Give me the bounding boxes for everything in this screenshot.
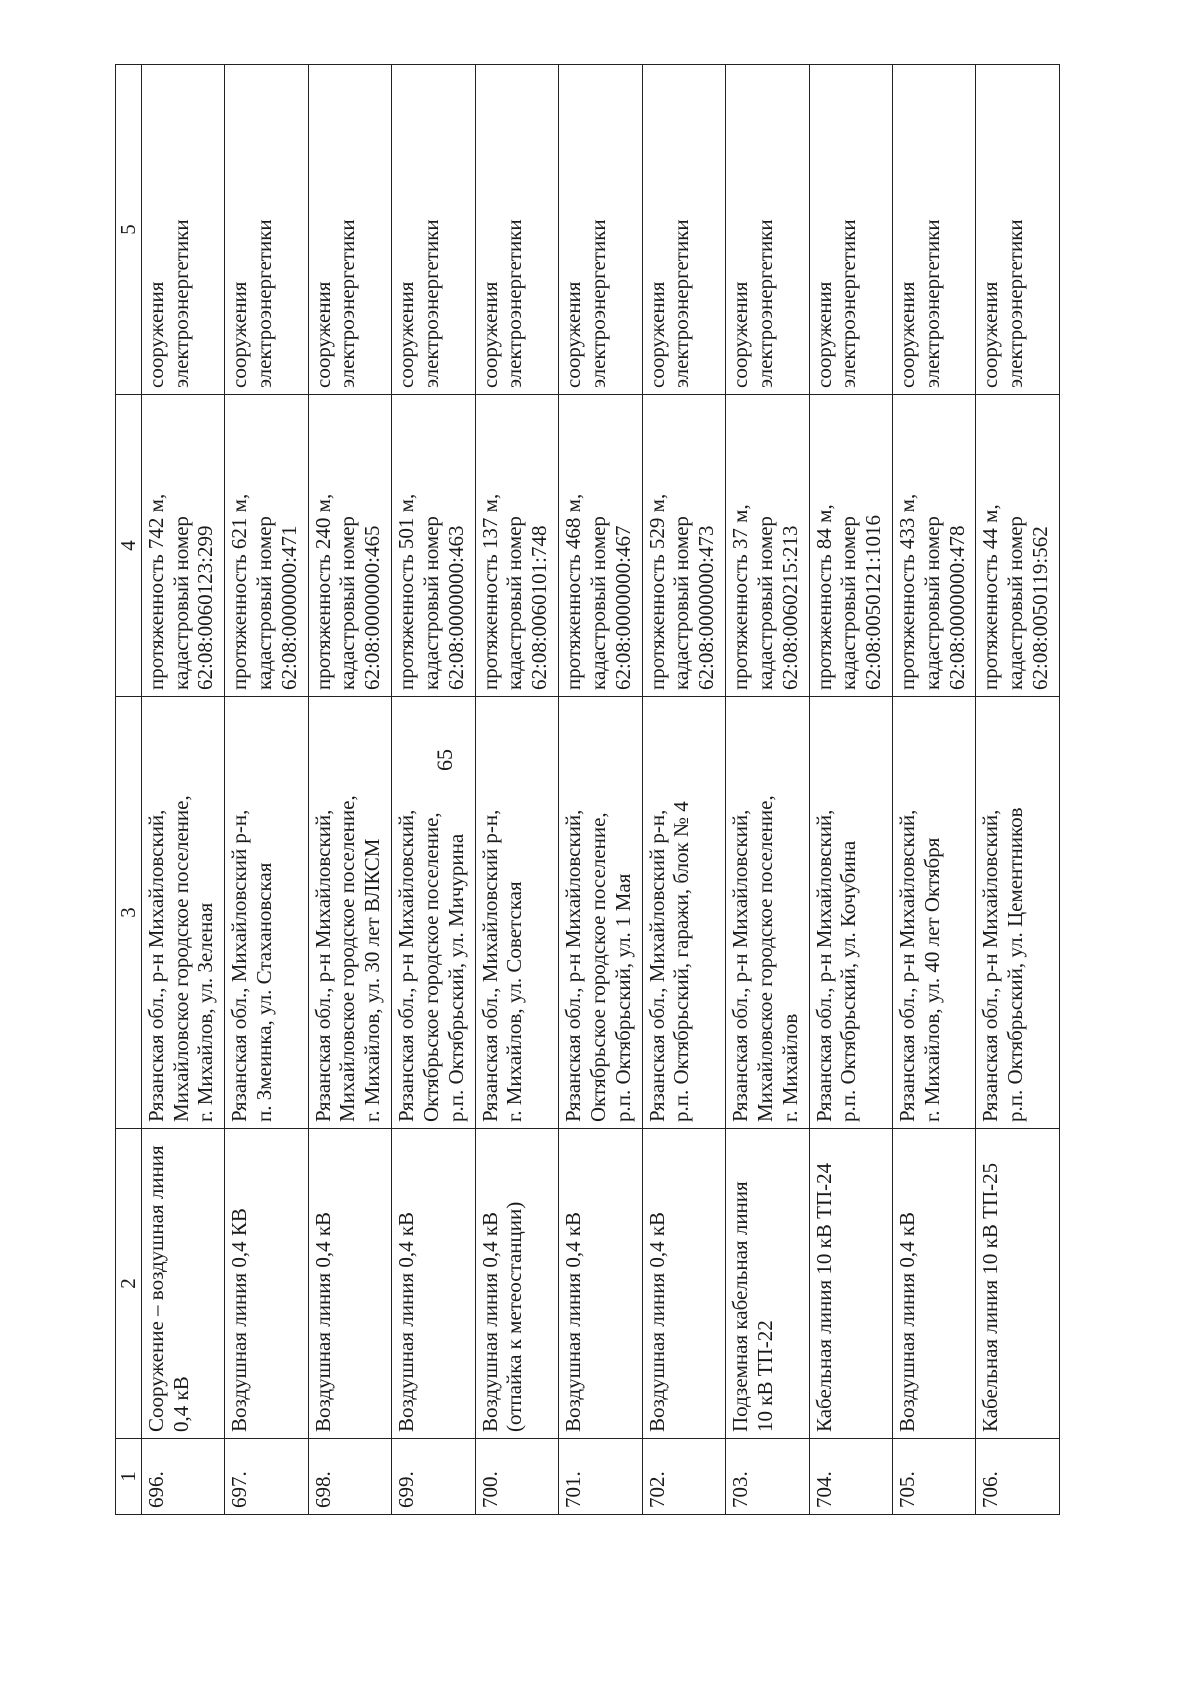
cell-text-line: кадастровый номер	[418, 516, 443, 690]
table-row	[809, 65, 892, 1515]
cell-text-line: сооружения	[477, 281, 502, 388]
row-number-cell: 702.	[642, 1439, 725, 1515]
cell-text-line: 62:08:0060101:748	[527, 525, 552, 690]
cell-text-line: Рязанская обл., р-н Михайловский,	[894, 809, 919, 1122]
table-body	[141, 65, 1059, 1515]
cell-text-line: электроэнергетики	[752, 219, 777, 388]
table-row	[392, 65, 475, 1515]
object-name-cell	[642, 1129, 725, 1439]
cell-text-line: кадастровый номер	[335, 516, 360, 690]
row-number-cell: 700.	[475, 1439, 558, 1515]
cell-text-line: (отпайка к метеостанции)	[502, 1201, 527, 1432]
characteristics-cell	[141, 395, 224, 697]
category-cell	[225, 65, 308, 395]
object-name-cell	[559, 1129, 642, 1439]
cell-text-line: электроэнергетики	[168, 219, 193, 388]
cell-text-line: г. Михайлов, ул. Советская	[502, 881, 527, 1122]
cell-text-line: сооружения	[143, 281, 168, 388]
object-name-cell	[976, 1129, 1060, 1439]
cell-text-line: сооружения	[227, 281, 252, 388]
cell-text-line: сооружения	[310, 281, 335, 388]
characteristics-cell	[809, 395, 892, 697]
cell-text-line: протяженность 240 м,	[310, 493, 335, 690]
cell-text-line: сооружения	[811, 281, 836, 388]
object-name-cell	[892, 1129, 975, 1439]
address-cell	[475, 697, 558, 1129]
cell-text-line: протяженность 501 м,	[394, 493, 419, 690]
cell-text-line: электроэнергетики	[252, 219, 276, 388]
cell-text-line: Рязанская обл., р-н Михайловский,	[143, 809, 168, 1122]
cell-text-line: протяженность 468 м,	[561, 493, 586, 690]
cell-text-line: электроэнергетики	[335, 219, 360, 388]
cell-text-line: р.п. Октябрьский, ул. 1 Мая	[610, 873, 635, 1122]
address-cell	[308, 697, 391, 1129]
table-row	[976, 65, 1060, 1515]
category-cell	[726, 65, 809, 395]
cell-text-line: Воздушная линия 0,4 кВ	[561, 1211, 586, 1432]
characteristics-cell	[892, 395, 975, 697]
category-cell	[141, 65, 224, 395]
address-cell	[892, 697, 975, 1129]
object-name-cell	[392, 1129, 475, 1439]
cell-text-line: сооружения	[728, 281, 753, 388]
header-row	[116, 65, 142, 1515]
cell-text-line: 62:08:0000000:478	[944, 525, 969, 690]
cell-text-line: Рязанская обл., р-н Михайловский,	[394, 809, 419, 1122]
address-cell	[392, 697, 475, 1129]
cell-text-line: сооружения	[644, 281, 669, 388]
row-number-cell: 697.	[225, 1439, 308, 1515]
characteristics-cell	[475, 395, 558, 697]
cell-text-line: электроэнергетики	[836, 219, 861, 388]
table-row	[559, 65, 642, 1515]
cell-text-line: Рязанская обл., Михайловский р-н,	[477, 809, 502, 1122]
cell-text-line: сооружения	[394, 281, 419, 388]
characteristics-cell	[726, 395, 809, 697]
rotated-table-container	[115, 65, 1060, 1515]
cell-text-line: р.п. Октябрьский, ул. Мичурина	[443, 833, 468, 1122]
cell-text-line: Воздушная линия 0,4 КВ	[227, 1208, 252, 1432]
address-cell	[976, 697, 1060, 1129]
cell-text-line: Воздушная линия 0,4 кВ	[644, 1211, 669, 1432]
category-cell	[392, 65, 475, 395]
cell-text-line: Рязанская обл., р-н Михайловский,	[561, 809, 586, 1122]
header-cell: 3	[116, 697, 142, 1129]
cell-text-line: 62:08:0060215:213	[777, 525, 802, 690]
characteristics-cell	[559, 395, 642, 697]
row-number-cell: 706.	[976, 1439, 1060, 1515]
object-name-cell	[225, 1129, 308, 1439]
cell-text-line: протяженность 529 м,	[644, 493, 669, 690]
cell-text-line: 62:08:0000000:471	[276, 525, 301, 690]
cell-text-line: 62:08:0000000:473	[694, 525, 719, 690]
cell-text-line: Кабельная линия 10 кВ ТП-25	[978, 1162, 1003, 1432]
category-cell	[642, 65, 725, 395]
address-cell	[642, 697, 725, 1129]
characteristics-cell	[225, 395, 308, 697]
cell-text-line: Михайловское городское поселение,	[335, 795, 360, 1122]
cell-text-line: кадастровый номер	[836, 516, 861, 690]
row-number-cell: 696.	[141, 1439, 224, 1515]
category-cell	[892, 65, 975, 395]
cell-text-line: сооружения	[561, 281, 586, 388]
table-row	[141, 65, 224, 1515]
cell-text-line: 62:08:0050121:1016	[861, 514, 886, 690]
cell-text-line: кадастровый номер	[1003, 516, 1028, 690]
cell-text-line: электроэнергетики	[502, 219, 527, 388]
row-number-cell: 699.	[392, 1439, 475, 1515]
address-cell	[809, 697, 892, 1129]
characteristics-cell	[308, 395, 391, 697]
cell-text-line: протяженность 433 м,	[894, 493, 919, 690]
category-cell	[976, 65, 1060, 395]
address-cell	[141, 697, 224, 1129]
row-number-cell: 703.	[726, 1439, 809, 1515]
cell-text-line: Октябрьское городское поселение,	[585, 812, 610, 1122]
address-cell	[225, 697, 308, 1129]
characteristics-cell	[642, 395, 725, 697]
cell-text-line: сооружения	[978, 281, 1003, 388]
category-cell	[809, 65, 892, 395]
cell-text-line: Рязанская обл., Михайловский р-н,	[644, 809, 669, 1122]
cell-text-line: электроэнергетики	[919, 219, 944, 388]
cell-text-line: 10 кВ ТП-22	[752, 1320, 777, 1432]
registry-table	[115, 64, 1060, 1515]
cell-text-line: кадастровый номер	[752, 516, 777, 690]
object-name-cell	[475, 1129, 558, 1439]
cell-text-line: электроэнергетики	[585, 219, 610, 388]
cell-text-line: кадастровый номер	[919, 516, 944, 690]
cell-text-line: п. Змеинка, ул. Стахановская	[252, 862, 276, 1122]
cell-text-line: Воздушная линия 0,4 кВ	[894, 1211, 919, 1432]
cell-text-line: электроэнергетики	[1003, 219, 1028, 388]
cell-text-line: 62:08:0000000:467	[610, 525, 635, 690]
category-cell	[559, 65, 642, 395]
characteristics-cell	[976, 395, 1060, 697]
cell-text-line: г. Михайлов	[777, 1013, 802, 1122]
cell-text-line: г. Михайлов, ул. Зеленая	[193, 902, 218, 1122]
cell-text-line: Воздушная линия 0,4 кВ	[477, 1211, 502, 1432]
cell-text-line: г. Михайлов, ул. 30 лет ВЛКСМ	[360, 838, 385, 1122]
cell-text-line: 0,4 кВ	[168, 1376, 193, 1432]
cell-text-line: кадастровый номер	[252, 516, 276, 690]
object-name-cell	[809, 1129, 892, 1439]
category-cell	[475, 65, 558, 395]
cell-text-line: кадастровый номер	[502, 516, 527, 690]
cell-text-line: протяженность 44 м,	[978, 504, 1003, 690]
cell-text-line: р.п. Октябрьский, гаражи, блок № 4	[669, 801, 694, 1122]
cell-text-line: протяженность 621 м,	[227, 493, 252, 690]
cell-text-line: 62:08:0050119:562	[1027, 526, 1052, 690]
cell-text-line: протяженность 37 м,	[728, 504, 753, 690]
table-row	[475, 65, 558, 1515]
cell-text-line: кадастровый номер	[669, 516, 694, 690]
table-row	[308, 65, 391, 1515]
cell-text-line: Воздушная линия 0,4 кВ	[310, 1211, 335, 1432]
cell-text-line: Воздушная линия 0,4 кВ	[394, 1211, 419, 1432]
cell-text-line: р.п. Октябрьский, ул. Кочубина	[836, 840, 861, 1122]
header-cell: 5	[116, 65, 142, 395]
cell-text-line: протяженность 742 м,	[143, 493, 168, 690]
cell-text-line: Рязанская обл., Михайловский р-н,	[227, 809, 252, 1122]
address-cell	[559, 697, 642, 1129]
cell-text-line: электроэнергетики	[418, 219, 443, 388]
cell-text-line: Октябрьское городское поселение,	[418, 812, 443, 1122]
cell-text-line: 62:08:0060123:299	[193, 525, 218, 690]
row-number-cell: 704.	[809, 1439, 892, 1515]
cell-text-line: Михайловское городское поселение,	[168, 795, 193, 1122]
page-number: 65	[432, 749, 457, 771]
cell-text-line: г. Михайлов, ул. 40 лет Октября	[919, 837, 944, 1122]
object-name-cell	[308, 1129, 391, 1439]
row-number-cell: 698.	[308, 1439, 391, 1515]
table-row	[726, 65, 809, 1515]
header-cell: 1	[116, 1439, 142, 1515]
cell-text-line: кадастровый номер	[168, 516, 193, 690]
cell-text-line: Рязанская обл., р-н Михайловский,	[728, 809, 753, 1122]
cell-text-line: Михайловское городское поселение,	[752, 795, 777, 1122]
cell-text-line: протяженность 84 м,	[811, 504, 836, 690]
table-row	[642, 65, 725, 1515]
cell-text-line: Рязанская обл., р-н Михайловский,	[811, 809, 836, 1122]
cell-text-line: р.п. Октябрьский, ул. Цементников	[1003, 807, 1028, 1122]
row-number-cell: 705.	[892, 1439, 975, 1515]
category-cell	[308, 65, 391, 395]
cell-text-line: 62:08:0000000:465	[360, 525, 385, 690]
characteristics-cell	[392, 395, 475, 697]
cell-text-line: 62:08:0000000:463	[443, 525, 468, 690]
table-row	[225, 65, 308, 1515]
cell-text-line: протяженность 137 м,	[477, 493, 502, 690]
object-name-cell	[726, 1129, 809, 1439]
cell-text-line: электроэнергетики	[669, 219, 694, 388]
row-number-cell: 701.	[559, 1439, 642, 1515]
header-cell: 4	[116, 395, 142, 697]
cell-text-line: Рязанская обл., р-н Михайловский,	[978, 809, 1003, 1122]
cell-text-line: Сооружение – воздушная линия	[143, 1145, 168, 1432]
header-cell: 2	[116, 1129, 142, 1439]
cell-text-line: сооружения	[894, 281, 919, 388]
cell-text-line: кадастровый номер	[585, 516, 610, 690]
object-name-cell	[141, 1129, 224, 1439]
cell-text-line: Кабельная линия 10 кВ ТП-24	[811, 1162, 836, 1432]
cell-text-line: Подземная кабельная линия	[728, 1181, 753, 1432]
address-cell	[726, 697, 809, 1129]
table-row	[892, 65, 975, 1515]
cell-text-line: Рязанская обл., р-н Михайловский,	[310, 809, 335, 1122]
